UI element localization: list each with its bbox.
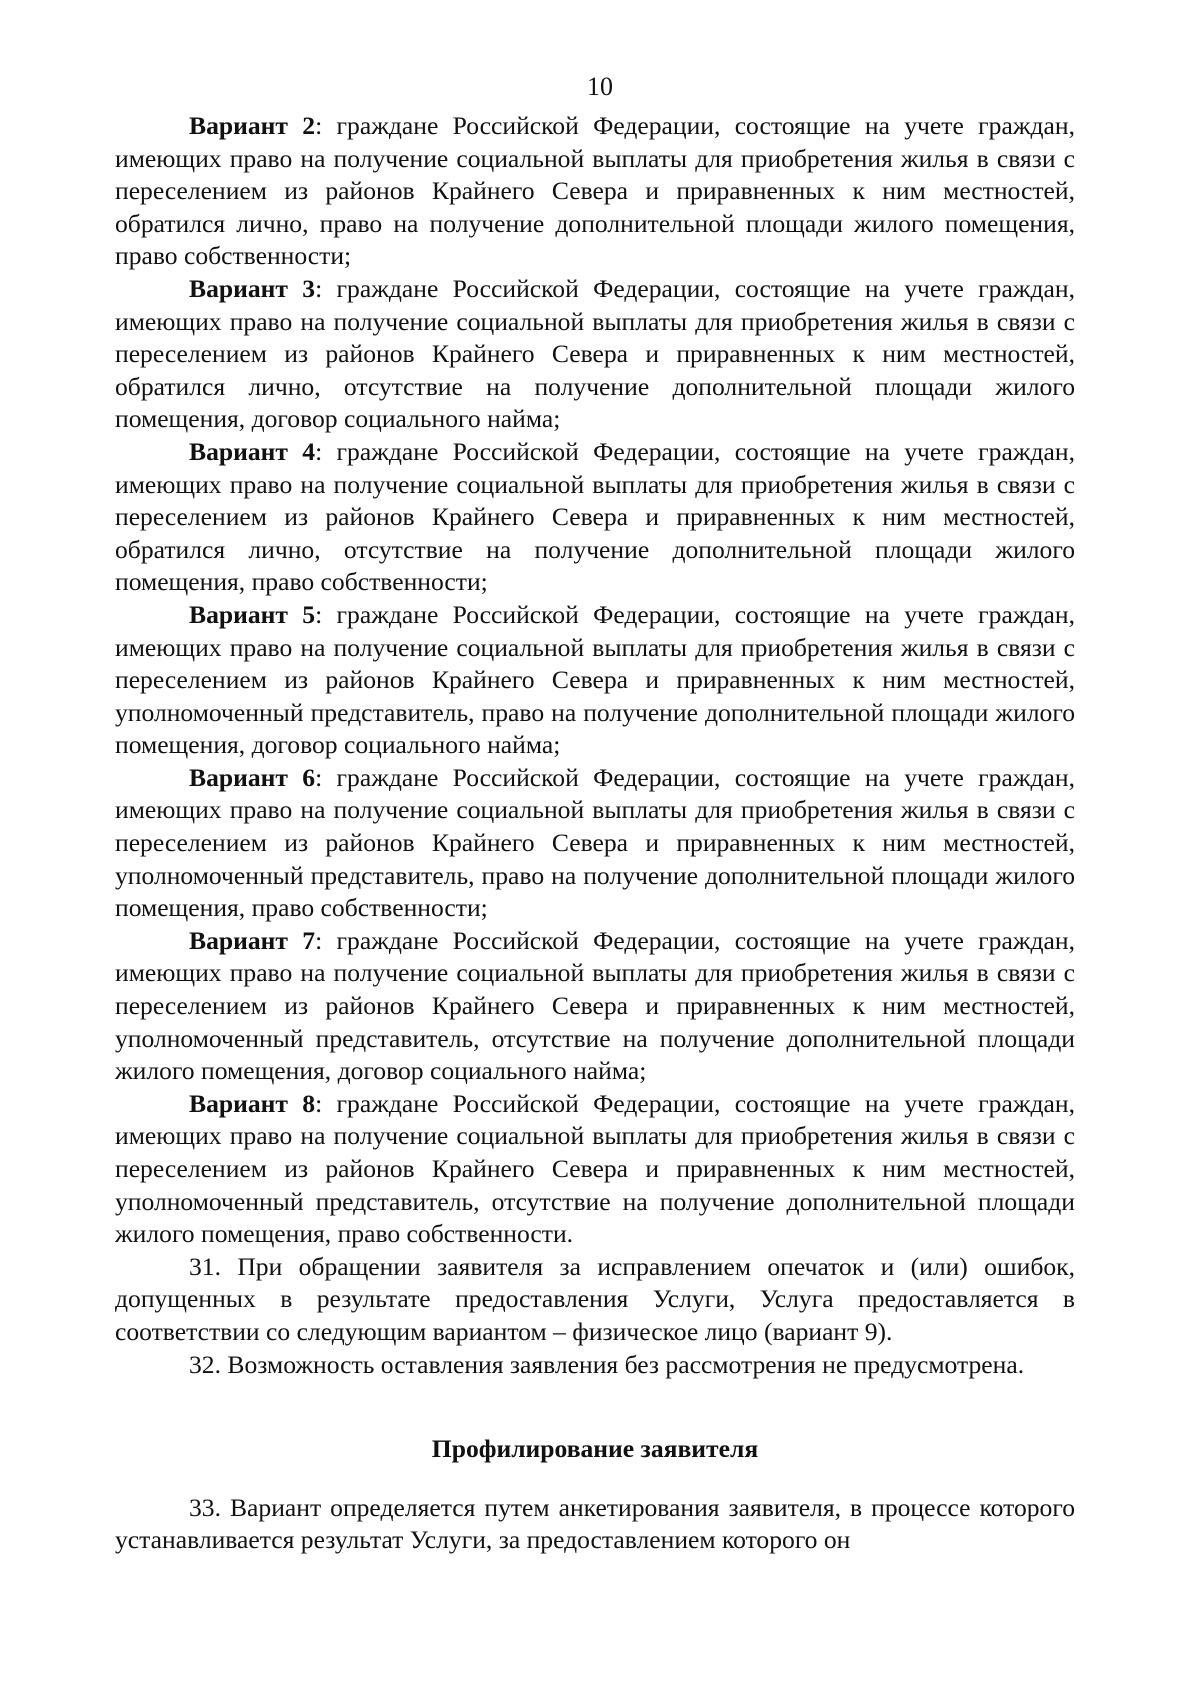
variant-text: : граждане Российской Федерации, состоящие на учете граждан, имеющих право на получение социальной выплаты для приобретения жилья в связи с переселением из районов Крайнего Севера и приравненных к ним местностей, уполномоченный представитель, право на получение дополнительной площади жилого помещения, договор социального найма; [115, 599, 1075, 760]
variant-label: Вариант 7 [189, 925, 316, 955]
variant-paragraph [115, 436, 1075, 599]
variant-text: : граждане Российской Федерации, состоящие на учете граждан, имеющих право на получение социальной выплаты для приобретения жилья в связи с переселением из районов Крайнего Севера и приравненных к ним местностей, уполномоченный представитель, право на получение дополнительной площади жилого помещения, право собственности; [115, 762, 1075, 923]
variant-paragraph [115, 1088, 1075, 1251]
clause-31: 31. При обращении заявителя за исправлением опечаток и (или) ошибок, допущенных в результате предоставления Услуги, Услуга предоставляется в соответствии со следующим вариантом – физическое лицо (вариант 9). [115, 1251, 1075, 1346]
variant-label: Вариант 6 [189, 762, 316, 792]
variant-text: : граждане Российской Федерации, состоящие на учете граждан, имеющих право на получение социальной выплаты для приобретения жилья в связи с переселением из районов Крайнего Севера и приравненных к ним местностей, обратился лично, отсутствие на получение дополнительной площади жилого помещения, договор социального найма; [115, 273, 1075, 434]
document-body [115, 110, 1075, 1557]
variant-paragraph [115, 110, 1075, 273]
variant-label: Вариант 3 [189, 273, 316, 303]
variant-paragraph [115, 599, 1075, 762]
variant-label: Вариант 2 [189, 111, 316, 140]
variant-label: Вариант 4 [189, 436, 316, 466]
clause-32: 32. Возможность оставления заявления без рассмотрения не предусмотрена. [189, 1349, 1025, 1379]
variant-text: : граждане Российской Федерации, состоящие на учете граждан, имеющих право на получение социальной выплаты для приобретения жилья в связи с переселением из районов Крайнего Севера и приравненных к ним местностей, обратился лично, отсутствие на получение дополнительной площади жилого помещения, право собственности; [115, 436, 1075, 597]
clause-33: 33. Вариант определяется путем анкетирования заявителя, в процессе которого устанавливается результат Услуги, за предоставлением которого он [115, 1492, 1075, 1555]
variant-text: : граждане Российской Федерации, состоящие на учете граждан, имеющих право на получение социальной выплаты для приобретения жилья в связи с переселением из районов Крайнего Севера и приравненных к ним местностей, обратился лично, право на получение дополнительной площади жилого помещения, право собственности; [115, 111, 1075, 271]
variant-paragraph [115, 762, 1075, 925]
variant-text: : граждане Российской Федерации, состоящие на учете граждан, имеющих право на получение социальной выплаты для приобретения жилья в связи с переселением из районов Крайнего Севера и приравненных к ним местностей, уполномоченный представитель, отсутствие на получение дополнительной площади жилого помещения, договор социального найма; [115, 925, 1075, 1086]
section-heading: Профилирование заявителя [431, 1434, 759, 1464]
variant-paragraph [115, 273, 1075, 436]
variant-paragraph [115, 925, 1075, 1088]
variant-label: Вариант 5 [189, 599, 316, 629]
variant-text: : граждане Российской Федерации, состоящие на учете граждан, имеющих право на получение социальной выплаты для приобретения жилья в связи с переселением из районов Крайнего Севера и приравненных к ним местностей, уполномоченный представитель, отсутствие на получение дополнительной площади жилого помещения, право собственности. [115, 1088, 1075, 1249]
page-number: 10 [587, 72, 613, 101]
variant-label: Вариант 8 [189, 1088, 316, 1118]
